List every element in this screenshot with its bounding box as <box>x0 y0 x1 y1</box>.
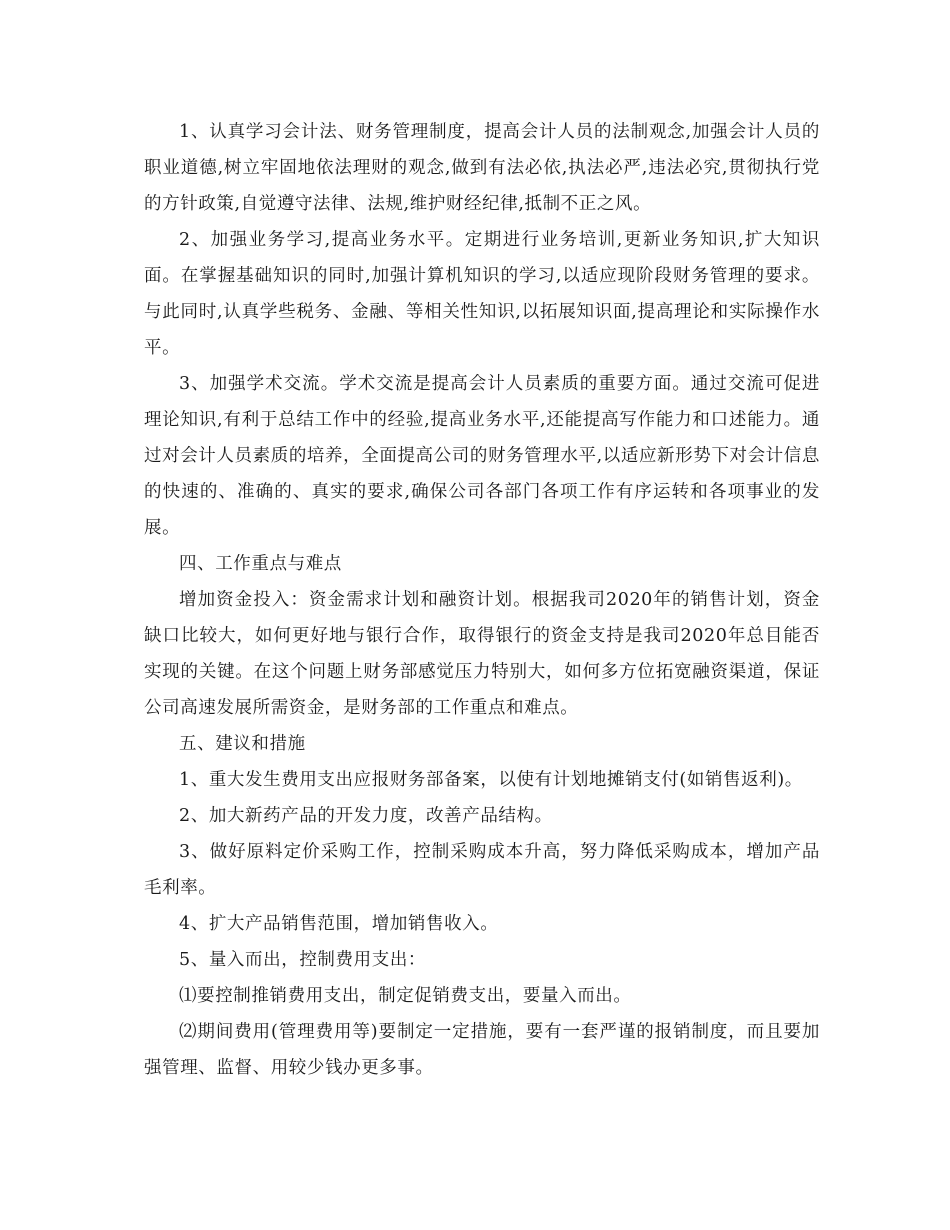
document-body <box>144 114 820 1086</box>
measure-item-5: 5、量入而出，控制费用支出： <box>179 950 427 970</box>
measure-item-4: 4、扩大产品销售范围，增加销售收入。 <box>179 914 499 934</box>
measure-item-2: 2、加大新药产品的开发力度，改善产品结构。 <box>179 806 553 826</box>
section-heading-5: 五、建议和措施 <box>179 734 306 754</box>
paragraph-item-2: 2、加强业务学习,提高业务水平。定期进行业务培训,更新业务知识,扩大知识面。在掌握基础知识的同时,加强计算机知识的学习,以适应现阶段财务管理的要求。与此同时,认真学些税务、金融、等相关性知识,以拓展知识面,提高理论和实际操作水平。 <box>144 230 820 358</box>
section-heading-4: 四、工作重点与难点 <box>179 554 342 574</box>
sub-measure-1: ⑴要控制推销费用支出，制定促销费支出，要量入而出。 <box>179 986 632 1006</box>
sub-measure-2: ⑵期间费用(管理费用等)要制定一定措施，要有一套严谨的报销制度，而且要加强管理、监督、用较少钱办更多事。 <box>144 1022 820 1078</box>
measure-item-1: 1、重大发生费用支出应报财务部备案，以使有计划地摊销支付(如销售返利)。 <box>179 770 803 790</box>
paragraph-item-1: 1、认真学习会计法、财务管理制度，提高会计人员的法制观念,加强会计人员的职业道德,树立牢固地依法理财的观念,做到有法必依,执法必严,违法必究,贯彻执行党的方针政策,自觉遵守法律、法规,维护财经纪律,抵制不正之风。 <box>144 122 820 214</box>
paragraph-funding: 增加资金投入：资金需求计划和融资计划。根据我司2020年的销售计划，资金缺口比较大，如何更好地与银行合作，取得银行的资金支持是我司2020年总目能否实现的关键。在这个问题上财务部感觉压力特别大，如何多方位拓宽融资渠道，保证公司高速发展所需资金，是财务部的工作重点和难点。 <box>144 590 820 718</box>
measure-item-3: 3、做好原料定价采购工作，控制采购成本升高，努力降低采购成本，增加产品毛利率。 <box>144 842 820 898</box>
paragraph-item-3: 3、加强学术交流。学术交流是提高会计人员素质的重要方面。通过交流可促进理论知识,有利于总结工作中的经验,提高业务水平,还能提高写作能力和口述能力。通过对会计人员素质的培养，全面提高公司的财务管理水平,以适应新形势下对会计信息的快速的、准确的、真实的要求,确保公司各部门各项工作有序运转和各项事业的发展。 <box>144 374 820 538</box>
